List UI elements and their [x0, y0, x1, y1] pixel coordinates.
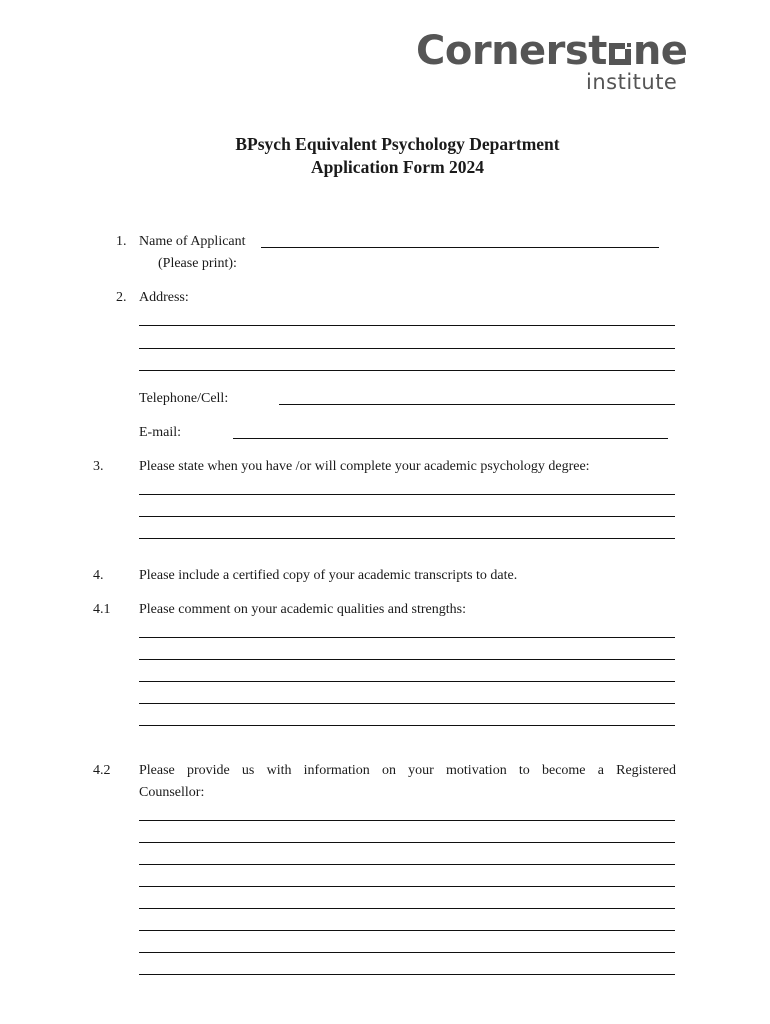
- q3-text: Please state when you have /or will complete your academic psychology degree:: [139, 459, 590, 474]
- form-title-line1: BPsych Equivalent Psychology Department: [235, 134, 560, 154]
- q4-text: Please include a certified copy of your academic transcripts to date.: [139, 568, 518, 583]
- q42-answer-line[interactable]: [139, 952, 675, 953]
- q41-answer-line[interactable]: [139, 703, 675, 704]
- q42-text-line2: Counsellor:: [139, 785, 205, 800]
- telephone-label: Telephone/Cell:: [139, 391, 229, 406]
- logo-stone-icon: [609, 43, 631, 65]
- q41-text: Please comment on your academic qualities and strengths:: [139, 602, 466, 617]
- q41-answer-line[interactable]: [139, 725, 675, 726]
- q42-answer-line[interactable]: [139, 820, 675, 821]
- q42-answer-line[interactable]: [139, 886, 675, 887]
- logo: [416, 28, 688, 94]
- q41-number: 4.1: [93, 602, 111, 617]
- telephone-input-line[interactable]: [279, 404, 675, 405]
- address-line[interactable]: [139, 370, 675, 371]
- q41-answer-line[interactable]: [139, 637, 675, 638]
- q1-number: 1.: [116, 234, 127, 249]
- q42-text-line1: Please provide us with information on your motivation to become a Registered: [139, 763, 676, 778]
- q2-number: 2.: [116, 290, 127, 305]
- address-line[interactable]: [139, 348, 675, 349]
- logo-subtitle: institute: [586, 70, 678, 94]
- form-title-line2: Application Form 2024: [310, 157, 485, 177]
- email-input-line[interactable]: [233, 438, 668, 439]
- q41-answer-line[interactable]: [139, 681, 675, 682]
- q1-sublabel: (Please print):: [158, 256, 237, 271]
- q4-number: 4.: [93, 568, 104, 583]
- q42-answer-line[interactable]: [139, 974, 675, 975]
- q3-number: 3.: [93, 459, 104, 474]
- address-line[interactable]: [139, 325, 675, 326]
- q1-label: Name of Applicant: [139, 234, 246, 249]
- logo-text-end: ne: [632, 28, 688, 74]
- q42-answer-line[interactable]: [139, 930, 675, 931]
- q2-label: Address:: [139, 290, 189, 305]
- q3-answer-line[interactable]: [139, 494, 675, 495]
- q42-number: 4.2: [93, 763, 111, 778]
- logo-text-start: Cornerst: [416, 28, 607, 74]
- name-input-line[interactable]: [261, 247, 659, 248]
- q42-answer-line[interactable]: [139, 908, 675, 909]
- email-label: E-mail:: [139, 425, 181, 440]
- logo-wordmark: [416, 28, 687, 74]
- q42-answer-line[interactable]: [139, 842, 675, 843]
- q3-answer-line[interactable]: [139, 516, 675, 517]
- q42-answer-line[interactable]: [139, 864, 675, 865]
- q3-answer-line[interactable]: [139, 538, 675, 539]
- q41-answer-line[interactable]: [139, 659, 675, 660]
